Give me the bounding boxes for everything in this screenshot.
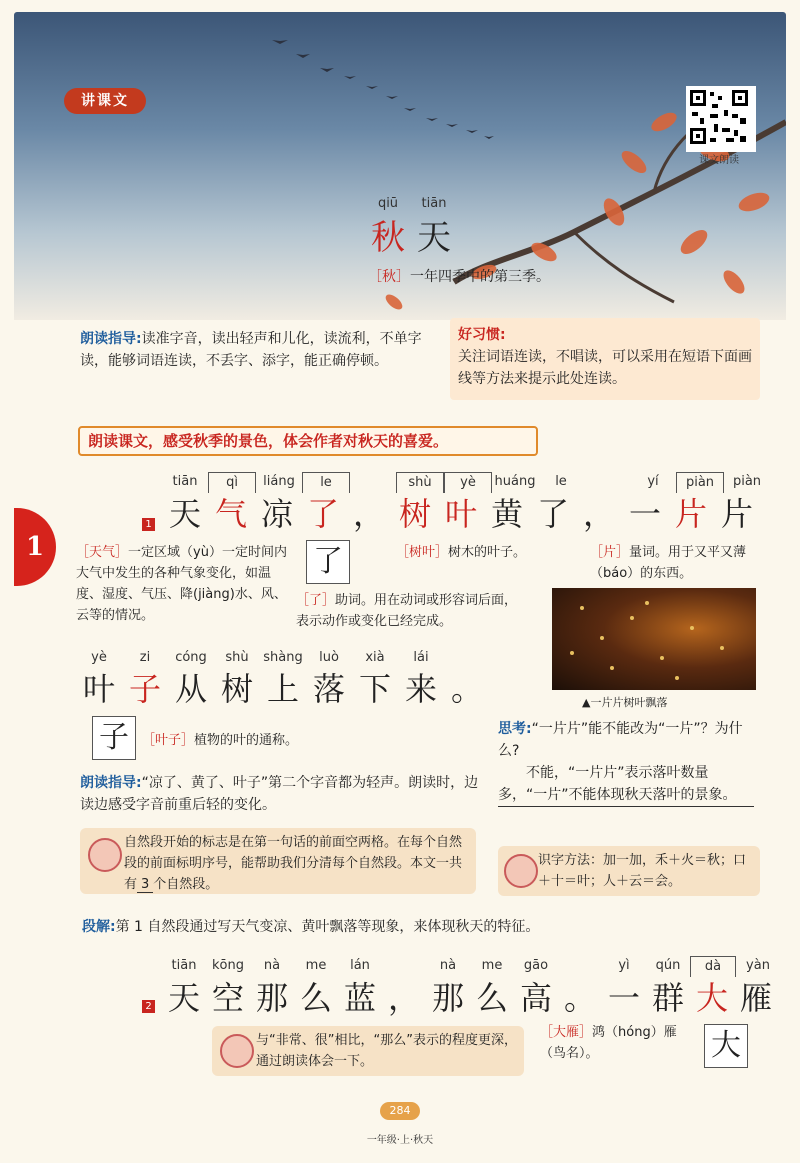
tip-name-box (212, 1026, 524, 1076)
para1-l2-char: 来 (404, 670, 437, 708)
para1-l2-char: 子 (128, 670, 161, 708)
para2-pinyin: qún (655, 958, 681, 973)
para2-char: 么 (475, 979, 508, 1017)
para2-char: ， (387, 979, 420, 1017)
para2-pinyin: yì (618, 958, 630, 973)
para1-l1-char: 树 (398, 495, 431, 533)
para1-l1-pinyin: le (302, 472, 350, 493)
para1-l2-char: 。 (450, 670, 483, 708)
title-def-text: 一年四季中的第三季。 (410, 269, 550, 285)
para2-pinyin: lán (350, 958, 370, 973)
para2-char: 雁 (739, 979, 772, 1017)
para2-char: 大 (695, 979, 728, 1017)
para1-l1-char: 黄 (490, 495, 523, 533)
para1-l2-char: 叶 (82, 670, 115, 708)
para1-l2-pinyin: shù (225, 650, 249, 665)
teacher-avatar (88, 838, 122, 872)
tip-chars-text: 识字方法：加一加，禾＋火＝秋；口＋十＝叶；人＋云＝会。 (538, 853, 747, 889)
para1-l2-pinyin: lái (413, 650, 429, 665)
note-le: ［了］助词。用在动词或形容词后面，表示动作或变化已经完成。 (296, 593, 518, 629)
para1-l2-pinyin: cóng (175, 650, 207, 665)
good-habit-label: 好习惯: (458, 327, 506, 343)
title-char-2: 天 (417, 218, 451, 258)
tip-paragraph-box (80, 828, 476, 894)
tip-paragraph-text: 自然段开始的标志是在第一句话的前面空两格。在每个自然段的前面标明序号，能帮助我们分清每个自然段。本文一共有 3 个自然段。 (124, 835, 463, 892)
para2-pinyin: tiān (171, 958, 197, 973)
para2-pinyin: yàn (746, 958, 770, 973)
teacher-avatar (504, 854, 538, 888)
tip-name-text: 与“非常、很”相比，“那么”表示的程度更深，通过朗读体会一下。 (256, 1033, 517, 1069)
reading-guide (80, 328, 428, 372)
para1-l1-pinyin: shù (396, 472, 444, 493)
para1-l1-pinyin: qì (208, 472, 256, 493)
para1-l2-pinyin: yè (91, 650, 107, 665)
note-tianqi: ［天气］一定区域（yù）一定时间内大气中发生的各种气象变化，如温度、湿度、气压、降(jiàng)水、风、云等的情况。 (76, 545, 287, 623)
falling-leaves-photo (552, 588, 756, 690)
para1-l1-pinyin (584, 472, 630, 492)
para1-l2-pinyin: luò (319, 650, 339, 665)
para2-char: 那 (431, 979, 464, 1017)
para1-l1-char: 气 (214, 495, 247, 533)
para1-l1-char: 凉 (260, 495, 293, 533)
note-dayan: ［大雁］鸿（hóng）雁（鸟名）。 (540, 1025, 677, 1061)
reading-guide-2: 朗读指导:“凉了、黄了、叶子”第二个字音都为轻声。朗读时，边读边感受字音前重后轻的变化。 (80, 775, 479, 813)
para1-l1-pinyin: yè (444, 472, 492, 493)
para2-pinyin (558, 956, 602, 976)
para1-l1-pinyin (350, 472, 396, 492)
para2-char: 空 (211, 979, 244, 1017)
para1-l2-pinyin: zi (139, 650, 151, 665)
photo-caption: ▲一片片树叶飘落 (582, 696, 668, 709)
para2-pinyin: nà (263, 958, 281, 973)
tip-chars-box (498, 846, 760, 896)
para2-char: 蓝 (343, 979, 376, 1017)
para1-l2-pinyin: shàng (263, 650, 303, 665)
para1-number: 1 (142, 512, 155, 531)
reading-guide-text: 读准字音，读出轻声和儿化，读流利，不单字读，能够词语连读，不丢字、添字，能正确停顿。 (80, 331, 422, 369)
para1-line2 (76, 648, 490, 710)
think-answer: 不能，“一片片”表示落叶数量多，“一片”不能体现秋天落叶的景象。 (498, 762, 754, 807)
para1-l2-char: 从 (174, 670, 207, 708)
para1-l1-pinyin: piàn (676, 472, 724, 493)
para2-line1 (142, 956, 780, 1019)
title-pinyin-1: qiū (377, 196, 399, 211)
para1-line1 (142, 472, 770, 535)
para2-char: 。 (563, 979, 596, 1017)
para1-l1-char: 了 (536, 495, 569, 533)
teacher-avatar (220, 1034, 254, 1068)
para2-pinyin: gāo (523, 958, 549, 973)
title-char-1: 秋 (371, 218, 405, 258)
para1-l2-char: 上 (266, 670, 299, 708)
para1-l1-pinyin: piàn (732, 474, 762, 489)
qr-code[interactable] (686, 86, 756, 152)
think-box: 思考:“一片片”能不能改为“一片”？为什么? 不能，“一片片”表示落叶数量多，“一片”不能体现秋天落叶的景象。 (498, 718, 754, 807)
para1-l1-char: 天 (168, 495, 201, 533)
para2-pinyin: kōng (212, 958, 244, 973)
paragraph-analysis: 段解:第 1 自然段通过写天气变凉、黄叶飘落等现象，来体现秋天的特征。 (82, 919, 540, 935)
paragraph-marker: 1 (14, 508, 56, 586)
para2-number: 2 (142, 994, 155, 1013)
note-yezi: ［叶子］植物的叶的通称。 (142, 733, 299, 748)
title-def-tag: ［秋］ (368, 269, 410, 285)
para1-l1-pinyin: le (555, 474, 567, 489)
para2-char: 高 (519, 979, 552, 1017)
char-box-da: 大 (704, 1024, 748, 1068)
para1-l1-char: 叶 (444, 495, 477, 533)
para2-char: 么 (299, 979, 332, 1017)
para2-char: 一 (607, 979, 640, 1017)
good-habit-box (450, 318, 760, 400)
para2-pinyin: me (305, 958, 327, 973)
para1-l2-pinyin: xià (365, 650, 385, 665)
title-definition (368, 266, 550, 286)
lesson-badge: 讲课文 (64, 88, 146, 114)
note-pian: ［片］量词。用于又平又薄（báo）的东西。 (590, 545, 747, 581)
para2-pinyin: me (481, 958, 503, 973)
reading-guide-label: 朗读指导: (80, 331, 142, 347)
para1-l2-pinyin (444, 648, 490, 668)
para1-l1-pinyin: yí (647, 474, 659, 489)
note-shuye: ［树叶］树木的叶子。 (396, 545, 527, 560)
para1-l2-char: 树 (220, 670, 253, 708)
para2-pinyin: nà (439, 958, 457, 973)
page-number: 284 (380, 1102, 420, 1120)
char-box-zi: 子 (92, 716, 136, 760)
title-pinyin-2: tiān (421, 196, 447, 211)
para1-l1-char: ， (582, 495, 615, 533)
para2-char: 天 (167, 979, 200, 1017)
char-box-le: 了 (306, 540, 350, 584)
para1-l1-char: 片 (674, 495, 707, 533)
para2-pinyin: dà (690, 956, 736, 977)
lesson-goal: 朗读课文，感受秋季的景色，体会作者对秋天的喜爱。 (78, 426, 538, 456)
good-habit-text: 关注词语连读，不唱读，可以采用在短语下面画线等方法来提示此处连读。 (458, 349, 752, 387)
para1-l2-char: 下 (358, 670, 391, 708)
para2-pinyin (382, 956, 426, 976)
para2-char: 群 (651, 979, 684, 1017)
para2-char: 那 (255, 979, 288, 1017)
para1-l1-pinyin: huáng (494, 474, 536, 489)
para1-l1-pinyin: tiān (172, 474, 198, 489)
book-footer: 一年级·上·秋天 (366, 1135, 434, 1146)
para1-l1-char: ， (352, 495, 385, 533)
para1-l1-char: 一 (628, 495, 661, 533)
para1-l1-char: 片 (720, 495, 753, 533)
para1-l1-pinyin: liáng (263, 474, 295, 489)
qr-label: 课文朗读 (699, 155, 739, 166)
para1-l1-char: 了 (306, 495, 339, 533)
para1-l2-char: 落 (312, 670, 345, 708)
